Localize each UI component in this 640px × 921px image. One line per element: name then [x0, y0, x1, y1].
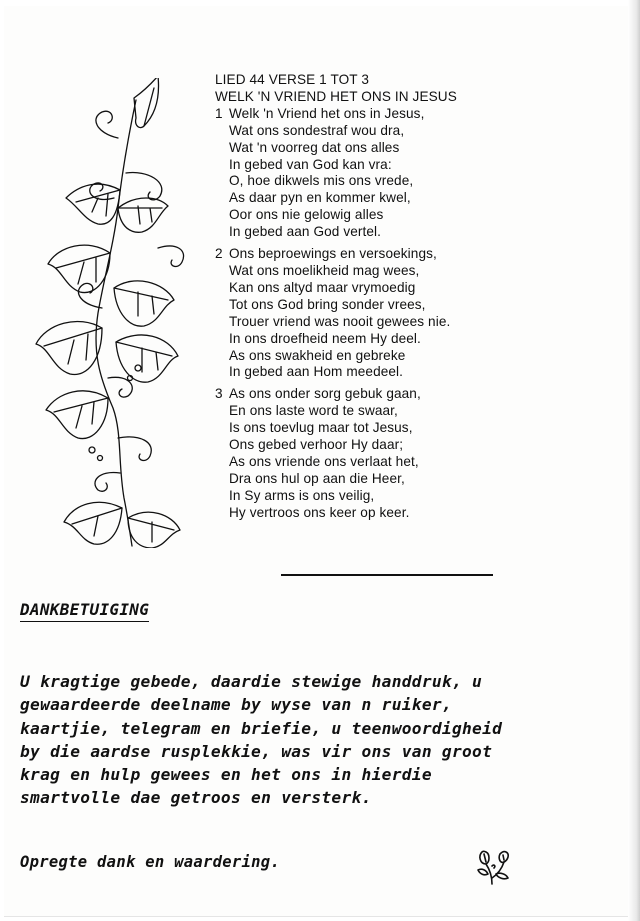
verse-line: Ons beproewings en versoekings, [229, 246, 437, 262]
thanks-line: U kragtige gebede, daardie stewige handdruk, u [20, 672, 483, 691]
hymn-verse-2 [215, 246, 595, 381]
verse-line: As ons vriende ons verlaat het, [229, 453, 419, 469]
verse-line: Is ons toevlug maar tot Jesus, [229, 420, 413, 436]
thanks-line: by die aardse rusplekkie, was vir ons van groot [20, 741, 493, 761]
section-divider [281, 574, 493, 576]
verse-line: As ons swakheid en gebreke [229, 347, 406, 363]
verse-line: En ons laste word te swaar, [229, 403, 398, 419]
thanks-line: gewaardeerde deelname by wyse van n ruiker, [20, 695, 452, 715]
verse-number: 1 [215, 105, 223, 121]
thanks-heading: DANKBETUIGING [20, 600, 149, 622]
verse-line: Wat ons moelikheid mag wees, [229, 262, 420, 278]
verse-line: Wat ons sondestraf wou dra, [229, 122, 405, 138]
verse-line: In ons droefheid neem Hy deel. [229, 330, 421, 346]
verse-line: Tot ons God bring sonder vrees, [229, 296, 426, 312]
page-edge-shadow [628, 0, 640, 921]
verse-line: In Sy arms is ons veilig, [229, 487, 375, 503]
thanks-line: smartvolle dae getroos en versterk. [20, 788, 372, 808]
verse-line: Oor ons nie gelowig alles [229, 207, 384, 223]
hymn-verse-3 [215, 386, 595, 521]
verse-line: In gebed van God kan vra: [229, 156, 392, 172]
hymn-verse-1 [215, 106, 595, 241]
ivy-vine-illustration [18, 78, 198, 548]
thanks-line: krag en hulp gewees en het ons in hierdie [20, 765, 432, 785]
verse-line: O, hoe dikwels mis ons vrede, [229, 173, 414, 189]
verse-line: As ons onder sorg gebuk gaan, [229, 386, 421, 402]
verse-line: Kan ons altyd maar vrymoedig [229, 279, 416, 295]
verse-line: Dra ons hul op aan die Heer, [229, 470, 405, 486]
hymn-section [215, 72, 595, 522]
verse-line: In gebed aan Hom meedeel. [229, 364, 404, 380]
hymn-heading-title: WELK 'N VRIEND HET ONS IN JESUS [215, 88, 457, 104]
verse-line: In gebed aan God vertel. [229, 224, 382, 240]
verse-line: Wat 'n voorreg dat ons alles [229, 139, 400, 155]
verse-line: Ons gebed verhoor Hy daar; [229, 437, 404, 453]
verse-line: Welk 'n Vriend het ons in Jesus, [229, 105, 425, 121]
verse-line: As daar pyn en kommer kwel, [229, 190, 411, 206]
verse-number: 2 [215, 246, 223, 262]
verse-line: Hy vertroos ons keer op keer. [229, 504, 410, 520]
hymn-heading-number: LIED 44 VERSE 1 TOT 3 [215, 72, 369, 87]
flower-sprig-icon [472, 846, 518, 886]
verse-number: 3 [215, 386, 223, 402]
thanks-line: kaartjie, telegram en briefie, u teenwoordigheid [20, 718, 503, 738]
verse-line: Trouer vriend was nooit gewees nie. [229, 313, 451, 329]
thanks-message [20, 670, 610, 810]
closing-line: Opregte dank en waardering. [20, 853, 281, 871]
